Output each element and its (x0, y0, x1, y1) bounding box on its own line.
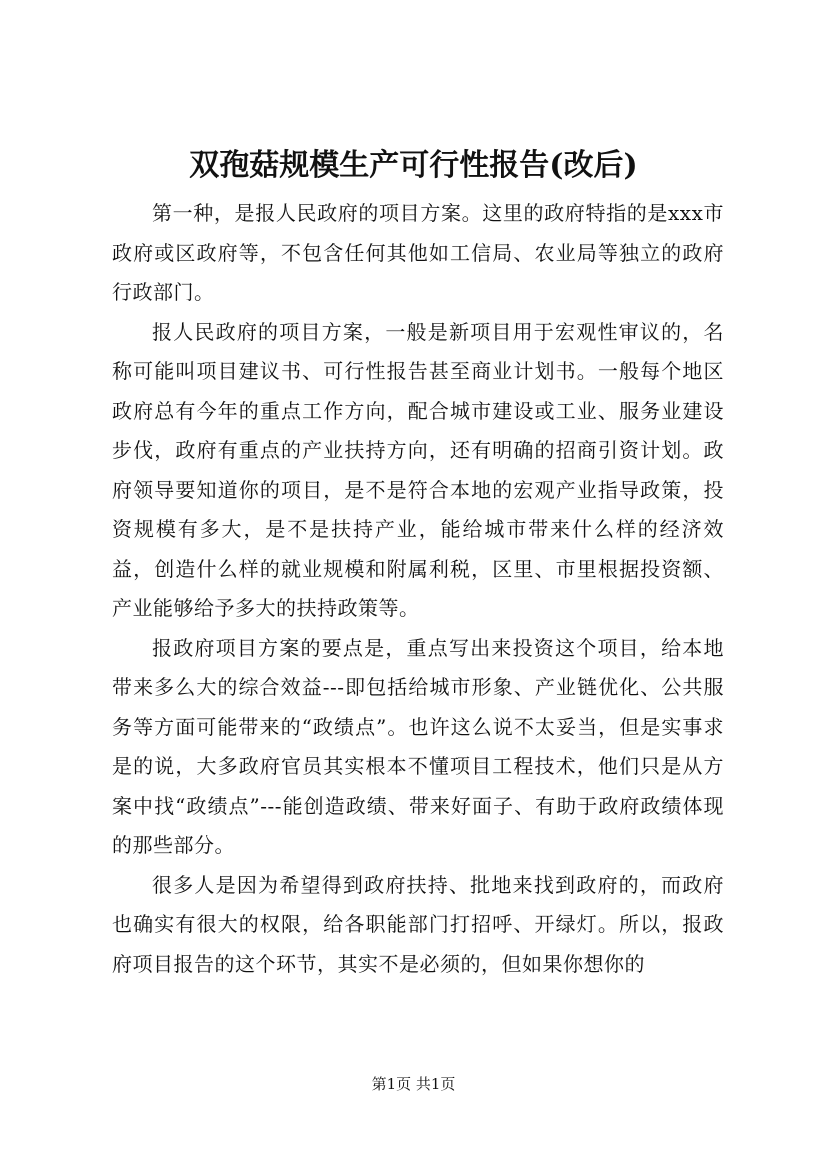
page-footer (0, 1074, 827, 1094)
document-body (112, 194, 724, 984)
paragraph-4: 很多人是因为希望得到政府扶持、批地来找到政府的，而政府也确实有很大的权限，给各职能部门打招呼、开绿灯。所以，报政府项目报告的这个环节，其实不是必须的，但如果你想你的 (112, 872, 724, 976)
paragraph-3: 报政府项目方案的要点是，重点写出来投资这个项目，给本地带来多么大的综合效益---即包括给城市形象、产业链优化、公共服务等方面可能带来的“政绩点”。也许这么说不太妥当，但是实事求是的说，大多政府官员其实根本不懂项目工程技术，他们只是从方案中找“政绩点”---能创造政绩、带来好面子、有助于政府政绩体现的那些部分。 (112, 635, 724, 857)
page-number-label: 第1页 共1页 (371, 1075, 456, 1093)
paragraph-2: 报人民政府的项目方案，一般是新项目用于宏观性审议的，名称可能叫项目建议书、可行性报告甚至商业计划书。一般每个地区政府总有今年的重点工作方向，配合城市建设或工业、服务业建设步伐，政府有重点的产业扶持方向，还有明确的招商引资计划。政府领导要知道你的项目，是不是符合本地的宏观产业指导政策，投资规模有多大，是不是扶持产业，能给城市带来什么样的经济效益，创造什么样的就业规模和附属利税，区里、市里根据投资额、产业能够给予多大的扶持政策等。 (112, 319, 724, 620)
document-title: 双孢菇规模生产可行性报告(改后) (189, 148, 638, 183)
paragraph-1: 第一种，是报人民政府的项目方案。这里的政府特指的是xxx市政府或区政府等，不包含任何其他如工信局、农业局等独立的政府行政部门。 (112, 201, 724, 304)
